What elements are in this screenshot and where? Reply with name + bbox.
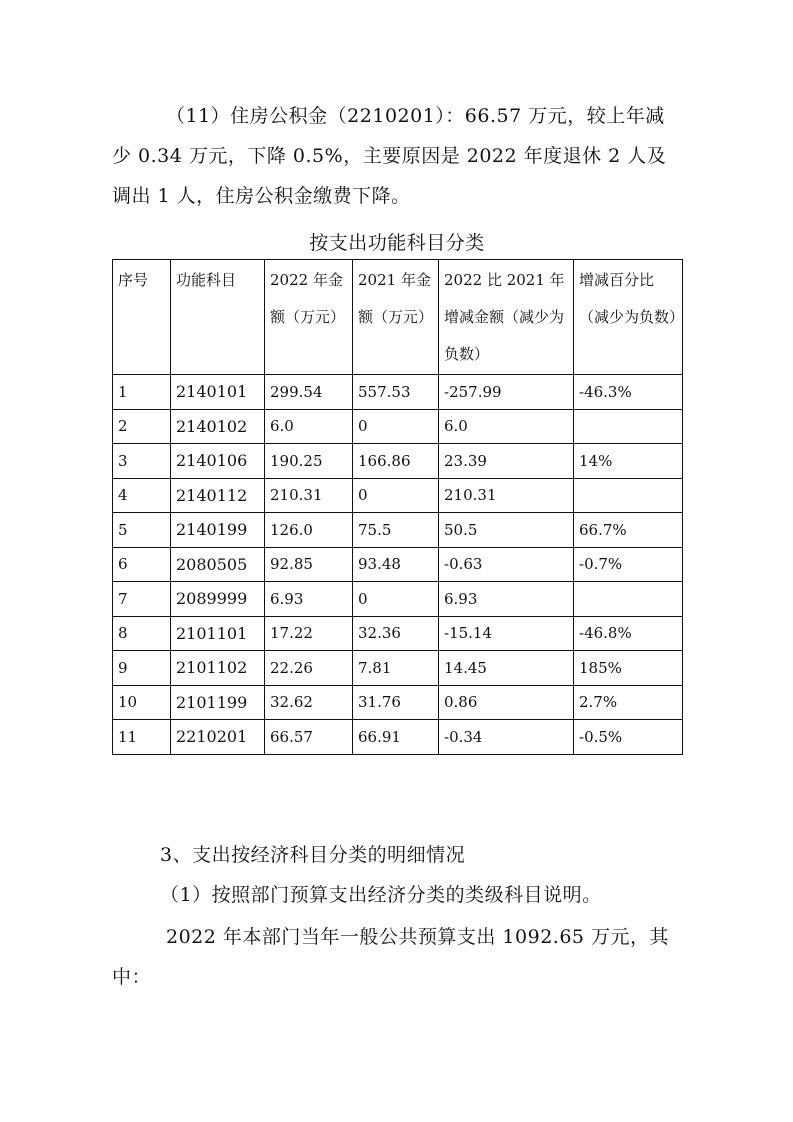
cell-code: 2140106 (171, 444, 265, 479)
cell-2021: 75.5 (353, 513, 439, 548)
cell-code: 2089999 (171, 582, 265, 617)
table-header-row (113, 260, 683, 375)
cell-2021: 0 (353, 582, 439, 617)
cell-change: 14.45 (439, 651, 574, 686)
table-row (113, 616, 683, 651)
section-heading: 3、支出按经济科目分类的明细情况 (160, 844, 466, 866)
cell-change: 6.0 (439, 409, 574, 444)
intro-line-3: 调出 1 人，住房公积金缴费下降。 (112, 185, 411, 207)
table-row (113, 513, 683, 548)
cell-percent: 66.7% (574, 513, 683, 548)
table-row (113, 720, 683, 755)
header-2021-amount: 2021 年金额（万元） (353, 260, 439, 375)
cell-change: -0.34 (439, 720, 574, 755)
cell-2022: 299.54 (265, 375, 353, 410)
closing-line-1: 2022 年本部门当年一般公共预算支出 1092.65 万元，其 (166, 926, 670, 948)
intro-line-2: 少 0.34 万元，下降 0.5%，主要原因是 2022 年度退休 2 人及 (112, 145, 667, 167)
cell-change: 50.5 (439, 513, 574, 548)
cell-code: 2101102 (171, 651, 265, 686)
cell-index: 10 (113, 685, 171, 720)
cell-2022: 6.0 (265, 409, 353, 444)
cell-change: 210.31 (439, 478, 574, 513)
table-row (113, 409, 683, 444)
table-title: 按支出功能科目分类 (309, 232, 485, 254)
cell-index: 1 (113, 375, 171, 410)
intro-paragraph (112, 96, 682, 216)
cell-percent: -0.7% (574, 547, 683, 582)
header-2022-amount: 2022 年金额（万元） (265, 260, 353, 375)
table-row (113, 547, 683, 582)
cell-code: 2080505 (171, 547, 265, 582)
cell-2021: 0 (353, 409, 439, 444)
cell-index: 3 (113, 444, 171, 479)
cell-code: 2140102 (171, 409, 265, 444)
table-row (113, 651, 683, 686)
cell-percent: 2.7% (574, 685, 683, 720)
cell-2021: 31.76 (353, 685, 439, 720)
table-row (113, 444, 683, 479)
cell-code: 2210201 (171, 720, 265, 755)
table-row (113, 685, 683, 720)
cell-change: 6.93 (439, 582, 574, 617)
cell-index: 2 (113, 409, 171, 444)
cell-percent: 185% (574, 651, 683, 686)
cell-code: 2101199 (171, 685, 265, 720)
closing-paragraph (112, 917, 682, 997)
cell-2022: 6.93 (265, 582, 353, 617)
cell-percent: -0.5% (574, 720, 683, 755)
cell-percent: -46.8% (574, 616, 683, 651)
cell-2021: 66.91 (353, 720, 439, 755)
header-function-code: 功能科目 (171, 260, 265, 375)
cell-change: 23.39 (439, 444, 574, 479)
cell-index: 7 (113, 582, 171, 617)
cell-change: -257.99 (439, 375, 574, 410)
header-change-amount: 2022 比 2021 年增减金额（减少为负数） (439, 260, 574, 375)
cell-2021: 0 (353, 478, 439, 513)
cell-2022: 32.62 (265, 685, 353, 720)
cell-2022: 17.22 (265, 616, 353, 651)
cell-2021: 7.81 (353, 651, 439, 686)
sub-heading: （1）按照部门预算支出经济分类的类级科目说明。 (160, 884, 602, 906)
cell-2022: 92.85 (265, 547, 353, 582)
header-index: 序号 (113, 260, 171, 375)
table-row (113, 375, 683, 410)
header-change-percent: 增减百分比（减少为负数） (574, 260, 683, 375)
cell-percent: 14% (574, 444, 683, 479)
table-row (113, 478, 683, 513)
function-category-table (112, 259, 683, 755)
closing-line-2: 中： (112, 966, 152, 988)
cell-code: 2140199 (171, 513, 265, 548)
cell-2022: 66.57 (265, 720, 353, 755)
cell-percent (574, 409, 683, 444)
cell-index: 5 (113, 513, 171, 548)
table-row (113, 582, 683, 617)
cell-2022: 126.0 (265, 513, 353, 548)
cell-change: -15.14 (439, 616, 574, 651)
intro-line-1: （11）住房公积金（2210201）：66.57 万元，较上年减 (166, 105, 665, 127)
cell-code: 2101101 (171, 616, 265, 651)
cell-index: 4 (113, 478, 171, 513)
cell-code: 2140101 (171, 375, 265, 410)
cell-2021: 93.48 (353, 547, 439, 582)
cell-change: -0.63 (439, 547, 574, 582)
cell-index: 8 (113, 616, 171, 651)
cell-percent (574, 478, 683, 513)
cell-2022: 22.26 (265, 651, 353, 686)
cell-2021: 557.53 (353, 375, 439, 410)
cell-index: 9 (113, 651, 171, 686)
cell-index: 11 (113, 720, 171, 755)
cell-2022: 210.31 (265, 478, 353, 513)
cell-percent: -46.3% (574, 375, 683, 410)
cell-2021: 32.36 (353, 616, 439, 651)
cell-2022: 190.25 (265, 444, 353, 479)
cell-2021: 166.86 (353, 444, 439, 479)
cell-index: 6 (113, 547, 171, 582)
cell-percent (574, 582, 683, 617)
cell-code: 2140112 (171, 478, 265, 513)
cell-change: 0.86 (439, 685, 574, 720)
